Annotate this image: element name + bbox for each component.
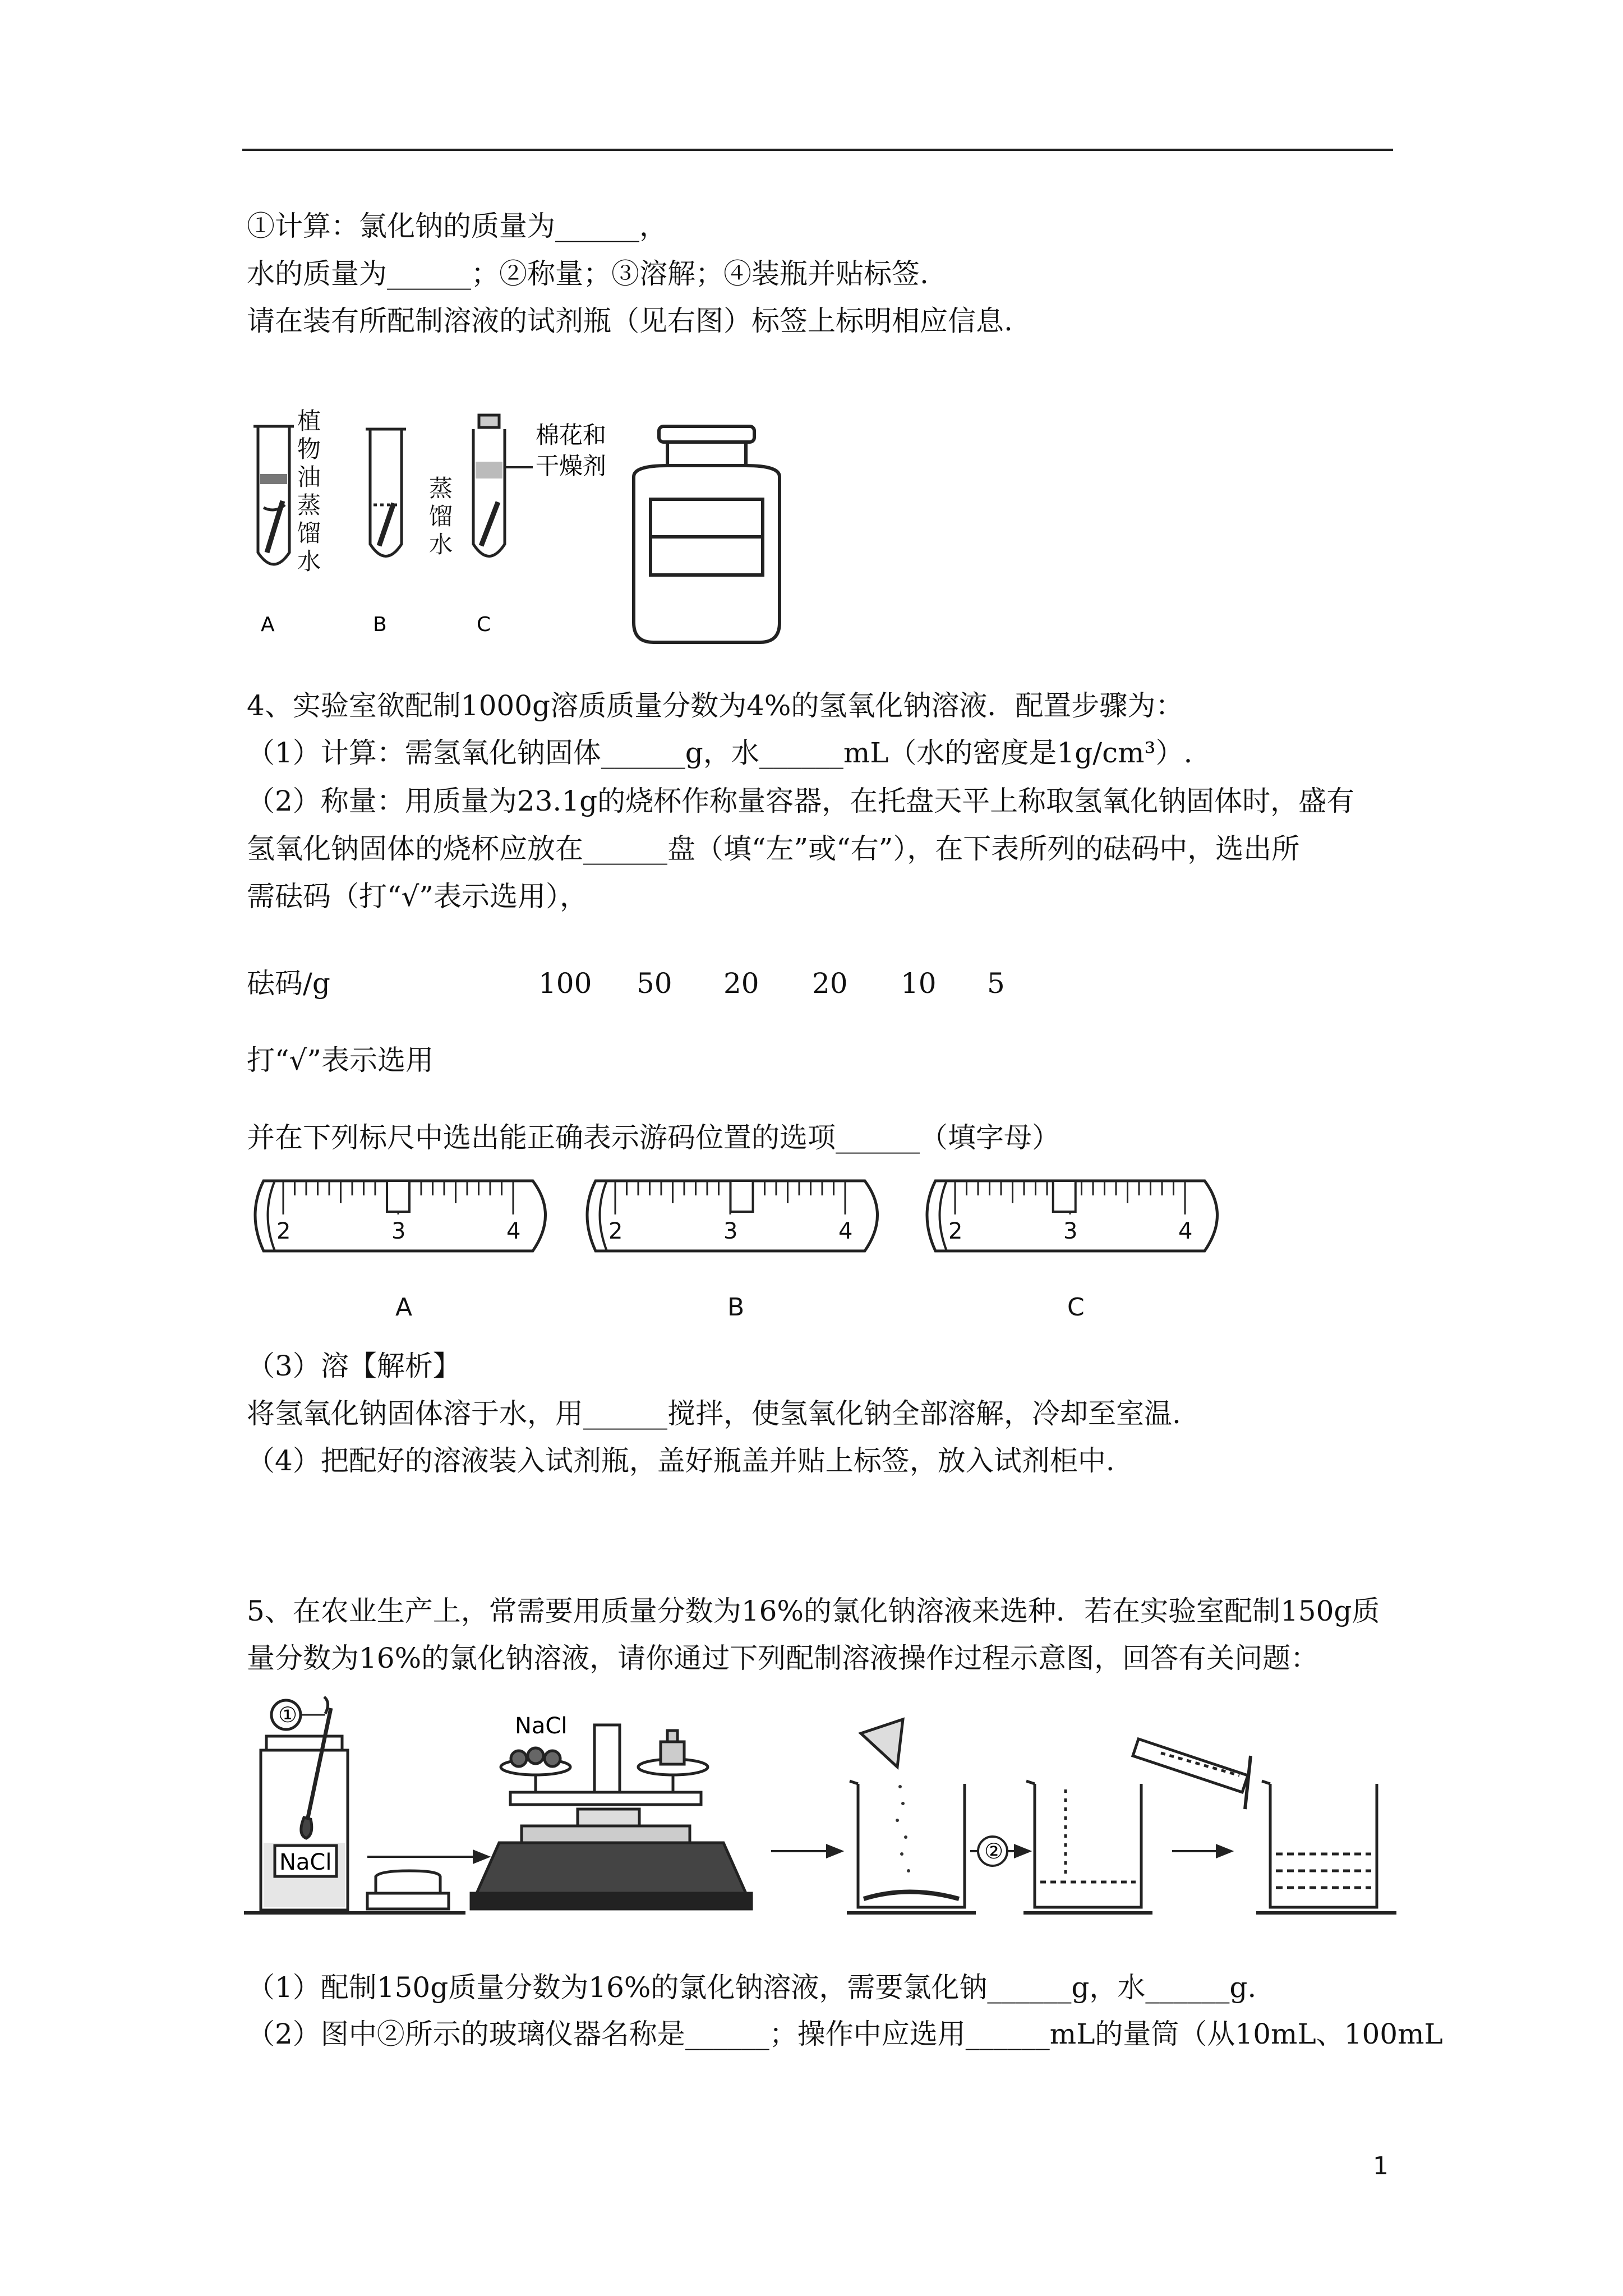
tube-a-label-char: 植 <box>297 407 321 435</box>
tube-a-label-char: 物 <box>297 435 321 463</box>
jar-lid <box>367 1871 449 1909</box>
tube-b-label-char: 馏 <box>429 503 453 530</box>
final-beaker <box>1262 1781 1377 1907</box>
ruler-tick-label: 3 <box>1063 1218 1078 1244</box>
ruler-tick-label: 4 <box>838 1218 853 1244</box>
tube-a-letter: A <box>261 613 275 636</box>
ruler-a <box>255 1181 546 1322</box>
rider <box>1053 1181 1076 1212</box>
beaker-with-cylinder <box>1026 1739 1251 1907</box>
circle-1-label: ① <box>278 1703 298 1727</box>
reagent-bottle <box>634 426 780 642</box>
text-line: （3）溶【解析】 <box>247 1350 461 1382</box>
solution-preparation-figure <box>241 1691 1419 1927</box>
text-line: （4）把配好的溶液装入试剂瓶，盖好瓶盖并贴上标签，放入试剂柜中. <box>247 1444 1115 1477</box>
tube-c-label: 棉花和 <box>536 421 607 449</box>
ruler-tick-label: 2 <box>608 1218 623 1244</box>
ruler-edge <box>268 1181 275 1251</box>
text-line: 水的质量为______；②称量；③溶解；④装瓶并贴标签. <box>247 257 929 290</box>
question-4-title: 4、实验室欲配制1000g溶质质量分数为4%的氢氧化钠溶液．配置步骤为： <box>247 689 1184 722</box>
ruler-tick-label: 4 <box>506 1218 521 1244</box>
rider <box>387 1181 409 1212</box>
text-line: ①计算：氯化钠的质量为______， <box>247 210 667 242</box>
text-line: 并在下列标尺中选出能正确表示游码位置的选项______（填字母） <box>247 1121 1060 1154</box>
weight-value: 100 <box>538 967 592 1000</box>
text-line: （1）配制150g质量分数为16%的氯化钠溶液，需要氯化钠______g，水______g. <box>247 1971 1257 2004</box>
rider <box>731 1181 753 1212</box>
question-5-title: 5、在农业生产上，常需要用质量分数为16%的氯化钠溶液来选种．若在实验室配制150g质 <box>247 1595 1380 1627</box>
ruler-b <box>587 1181 878 1322</box>
rider-rulers-figure <box>241 1167 1256 1329</box>
weight-value: 5 <box>987 967 1005 1000</box>
arrow-icon <box>771 1846 841 1857</box>
text-line: （2）称量：用质量为23.1g的烧杯作称量容器，在托盘天平上称取氢氧化钠固体时，盛有 <box>247 785 1355 817</box>
ruler-edge <box>940 1181 947 1251</box>
text-line: 氢氧化钠固体的烧杯应放在______盘（填“左”或“右”），在下表所列的砝码中，选出所 <box>247 832 1300 865</box>
text-line: 将氢氧化钠固体溶于水，用______搅拌，使氢氧化钠全部溶解，冷却至室温. <box>247 1397 1181 1430</box>
text-line: （1）计算：需氢氧化钠固体______g，水______mL（水的密度是1g/cm³）. <box>247 737 1193 769</box>
tube-c <box>473 415 533 556</box>
tube-b <box>366 429 406 556</box>
falling-salt <box>896 1785 910 1872</box>
balance-label: NaCl <box>515 1713 568 1739</box>
weight-value: 50 <box>637 967 672 1000</box>
tube-c-letter: C <box>477 613 491 636</box>
nacl-jar <box>261 1697 348 1910</box>
text-line: 量分数为16%的氯化钠溶液，请你通过下列配制溶液操作过程示意图，回答有关问题： <box>247 1642 1319 1674</box>
ruler-edge <box>600 1181 607 1251</box>
page-number: 1 <box>1373 2152 1389 2180</box>
ruler-tick-label: 2 <box>276 1218 291 1244</box>
weights-label: 砝码/g <box>247 967 330 1000</box>
ruler-letter: B <box>727 1293 745 1322</box>
weight-value: 20 <box>723 967 759 1000</box>
balance <box>471 1725 751 1909</box>
ruler-letter: C <box>1067 1293 1085 1322</box>
ruler-letter: A <box>395 1293 413 1322</box>
arrow-icon <box>1172 1846 1231 1857</box>
weight-value: 10 <box>901 967 937 1000</box>
tube-b-label-char: 水 <box>429 531 453 558</box>
text-line: （2）图中②所示的玻璃仪器名称是______；操作中应选用______mL的量筒（从10mL、100mL <box>247 2018 1443 2050</box>
ruler-c <box>927 1181 1218 1322</box>
tube-b-letter: B <box>373 613 387 636</box>
tube-a-label-char: 馏 <box>297 519 321 547</box>
ruler-tick-label: 4 <box>1178 1218 1193 1244</box>
circle-2-label: ② <box>984 1839 1004 1864</box>
arrow-icon <box>367 1851 488 1862</box>
tube-a <box>253 426 294 564</box>
tube-b-label-char: 蒸 <box>429 475 453 502</box>
jar-label: NaCl <box>279 1849 332 1875</box>
ruler-tick-label: 3 <box>723 1218 738 1244</box>
text-line: 请在装有所配制溶液的试剂瓶（见右图）标签上标明相应信息. <box>247 305 1013 337</box>
tube-a-label-char: 蒸 <box>297 491 321 519</box>
ruler-tick-label: 3 <box>391 1218 406 1244</box>
ruler-tick-label: 2 <box>948 1218 963 1244</box>
tube-a-label-char: 水 <box>297 547 321 575</box>
text-line: 需砝码（打“√”表示选用）， <box>247 880 588 913</box>
header-rule <box>242 149 1393 151</box>
check-label: 打“√”表示选用 <box>247 1044 434 1076</box>
tube-a-label-char: 油 <box>297 463 321 491</box>
test-tube-figure <box>241 401 836 648</box>
tube-c-label: 干燥剂 <box>536 452 607 480</box>
weight-value: 20 <box>812 967 848 1000</box>
beaker-pouring-salt <box>850 1719 965 1907</box>
